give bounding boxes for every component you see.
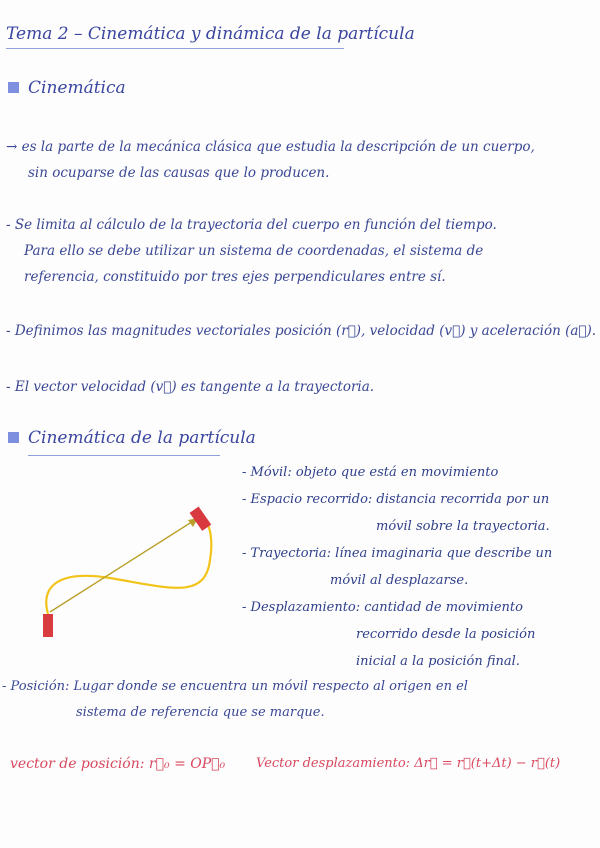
definition-espacio — [242, 486, 550, 540]
bullet-square-icon — [8, 82, 19, 93]
heading-underline — [28, 455, 220, 456]
title-underline — [6, 48, 344, 49]
text-line: - Desplazamiento: cantidad de movimiento — [242, 600, 523, 615]
text-line: inicial a la posición final. — [356, 654, 520, 669]
text-line: Para ello se debe utilizar un sistema de coordenadas, el sistema de — [24, 243, 484, 259]
trajectory-curve — [46, 518, 211, 614]
trajectory-diagram — [30, 490, 260, 670]
text-line: referencia, constituido por tres ejes perpendiculares entre sí. — [24, 269, 446, 285]
start-marker — [43, 614, 53, 637]
text-line: móvil sobre la trayectoria. — [376, 519, 550, 534]
formula-vector-desplazamiento: Vector desplazamiento: Δr⃗ = r⃗(t+Δt) − r⃗(t) — [256, 756, 561, 771]
text-line: - Posición: Lugar donde se encuentra un móvil respecto al origen en el — [2, 679, 468, 694]
section-heading-cinematica-particula: Cinemática de la partícula — [28, 428, 256, 448]
paragraph-definition — [6, 134, 535, 186]
text-line: móvil al desplazarse. — [330, 573, 469, 588]
text-line: - Trayectoria: línea imaginaria que describe un — [242, 546, 553, 561]
text-line: recorrido desde la posición — [356, 627, 536, 642]
paragraph-magnitudes — [6, 318, 596, 344]
text-line: - Móvil: objeto que está en movimiento — [242, 465, 499, 480]
formula-vector-posicion: vector de posición: r⃗₀ = OP⃗₀ — [10, 756, 226, 772]
text-line: → es la parte de la mecánica clásica que estudia la descripción de un cuerpo, — [6, 139, 535, 155]
text-line: - Espacio recorrido: distancia recorrida por un — [242, 492, 550, 507]
paragraph-trayectoria — [6, 212, 497, 290]
page-title: Tema 2 – Cinemática y dinámica de la partícula — [6, 24, 415, 44]
definition-trayectoria — [242, 540, 552, 594]
bullet-square-icon — [8, 432, 19, 443]
section-heading-cinematica: Cinemática — [28, 78, 126, 98]
text-line: - Se limita al cálculo de la trayectoria del cuerpo en función del tiempo. — [6, 217, 497, 233]
definition-posicion — [2, 674, 468, 726]
paragraph-velocidad — [6, 374, 374, 400]
text-line: sistema de referencia que se marque. — [76, 705, 325, 720]
text-line: - El vector velocidad (v⃗) es tangente a la trayectoria. — [6, 379, 375, 395]
text-line: - Definimos las magnitudes vectoriales posición (r⃗), velocidad (v⃗) y aceleración (a⃗). — [6, 323, 597, 339]
text-line: sin ocuparse de las causas que lo producen. — [28, 165, 330, 181]
displacement-arrow — [50, 518, 198, 612]
definition-movil — [242, 460, 498, 486]
definition-desplazamiento — [242, 594, 535, 675]
